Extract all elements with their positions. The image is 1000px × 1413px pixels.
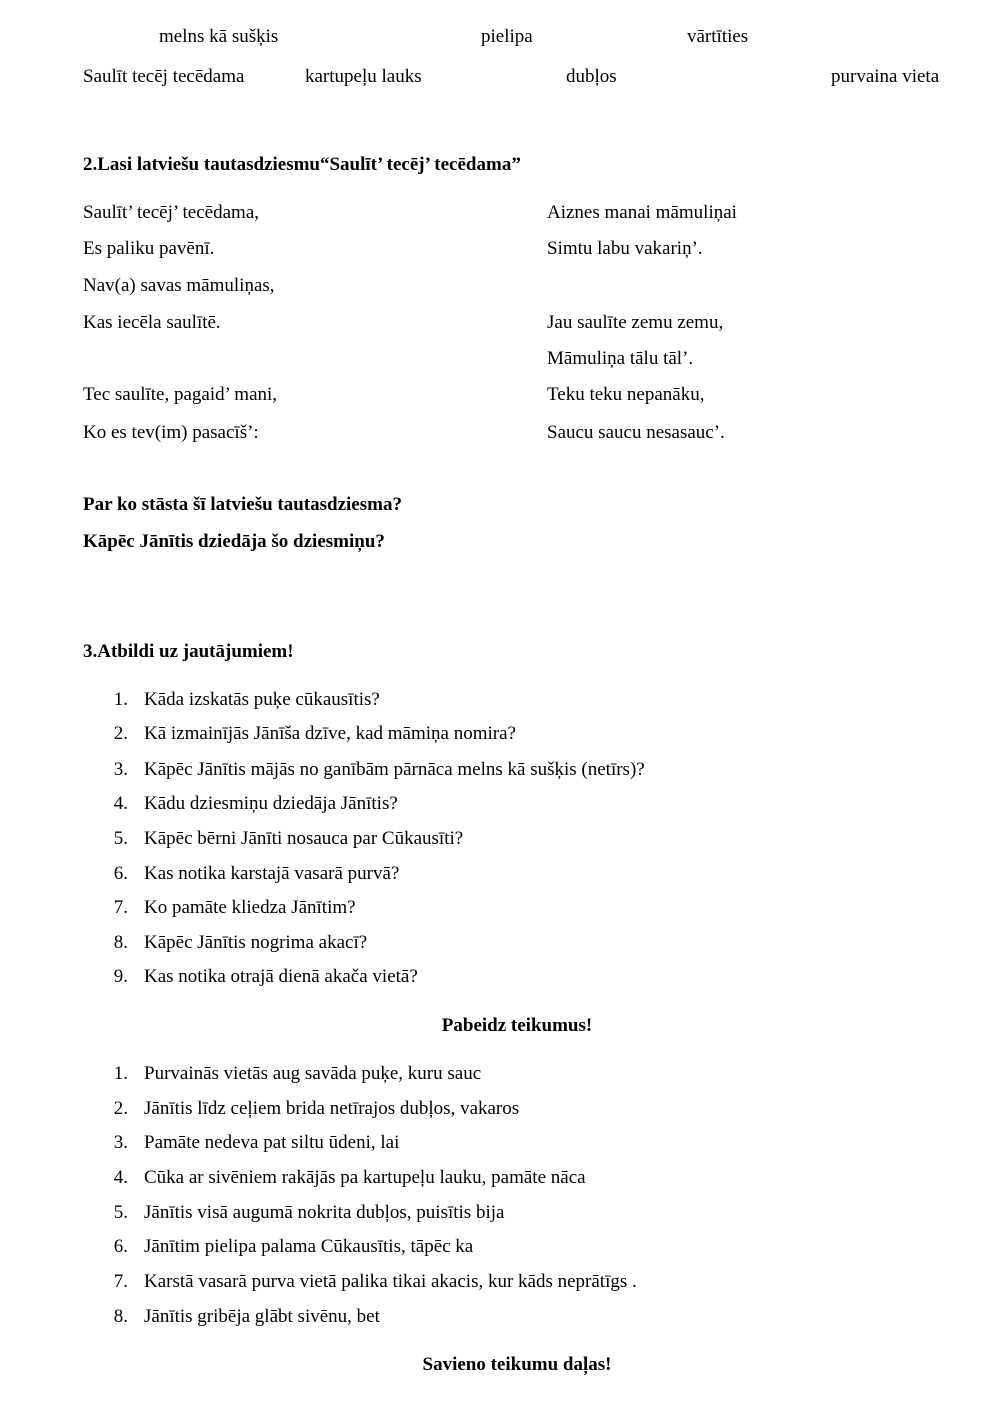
list-number: 8. — [113, 932, 128, 953]
poem-line: Nav(a) savas māmuliņas, — [83, 275, 275, 296]
list-number: 5. — [113, 1202, 128, 1223]
list-number: 6. — [113, 863, 128, 884]
poem-line: Aiznes manai māmuliņai — [547, 202, 737, 223]
list-number: 2. — [113, 723, 128, 744]
list-item: Jānītis līdz ceļiem brida netīrajos dubļos, vakaros — [144, 1098, 520, 1119]
section-4-heading: Pabeidz teikumus! — [441, 1015, 593, 1036]
list-item: Kādu dziesmiņu dziedāja Jānītis? — [144, 793, 398, 814]
list-number: 4. — [113, 793, 128, 814]
poem-line: Simtu labu vakariņ’. — [547, 238, 703, 259]
word-bank-item: Saulīt tecēj tecēdama — [83, 66, 245, 87]
list-number: 4. — [113, 1167, 128, 1188]
list-number: 7. — [113, 897, 128, 918]
word-bank-item: kartupeļu lauks — [305, 66, 422, 87]
word-bank-item: dubļos — [566, 66, 617, 87]
poem-question: Kāpēc Jānītis dziedāja šo dziesmiņu? — [83, 531, 385, 552]
list-item: Kas notika karstajā vasarā purvā? — [144, 863, 400, 884]
poem-line: Kas iecēla saulītē. — [83, 312, 221, 333]
list-item: Karstā vasarā purva vietā palika tikai akacis, kur kāds neprātīgs . — [144, 1271, 637, 1292]
list-number: 8. — [113, 1306, 128, 1327]
list-item: Jānītis gribēja glābt sivēnu, bet — [144, 1306, 380, 1327]
list-item: Kāpēc bērni Jānīti nosauca par Cūkausīti? — [144, 828, 464, 849]
poem-line: Māmuliņa tālu tāl’. — [547, 348, 694, 369]
list-item: Jānītis visā augumā nokrita dubļos, puisītis bija — [144, 1202, 505, 1223]
poem-question: Par ko stāsta šī latviešu tautasdziesma? — [83, 494, 402, 515]
list-item: Kas notika otrajā dienā akača vietā? — [144, 966, 418, 987]
list-number: 3. — [113, 759, 128, 780]
word-bank-item: purvaina vieta — [831, 66, 940, 87]
poem-line: Tec saulīte, pagaid’ mani, — [83, 384, 278, 405]
word-bank-item: vārtīties — [687, 26, 749, 47]
list-number: 3. — [113, 1132, 128, 1153]
list-item: Kā izmainījās Jānīša dzīve, kad māmiņa nomira? — [144, 723, 516, 744]
list-item: Kāpēc Jānītis nogrima akacī? — [144, 932, 368, 953]
list-item: Cūka ar sivēniem rakājās pa kartupeļu lauku, pamāte nāca — [144, 1167, 586, 1188]
list-item: Pamāte nedeva pat siltu ūdeni, lai — [144, 1132, 400, 1153]
list-item: Ko pamāte kliedza Jānītim? — [144, 897, 356, 918]
poem-line: Teku teku nepanāku, — [547, 384, 705, 405]
word-bank-item: melns kā sušķis — [159, 26, 279, 47]
poem-line: Es paliku pavēnī. — [83, 238, 215, 259]
list-number: 7. — [113, 1271, 128, 1292]
list-number: 9. — [113, 966, 128, 987]
list-number: 6. — [113, 1236, 128, 1257]
poem-line: Saucu saucu nesasauc’. — [547, 422, 725, 443]
section-3-heading: 3.Atbildi uz jautājumiem! — [83, 641, 294, 662]
list-number: 2. — [113, 1098, 128, 1119]
list-number: 1. — [113, 689, 128, 710]
word-bank-item: pielipa — [481, 26, 533, 47]
list-item: Jānītim pielipa palama Cūkausītis, tāpēc ka — [144, 1236, 474, 1257]
section-5-heading: Savieno teikumu daļas! — [422, 1354, 612, 1375]
poem-line: Saulīt’ tecēj’ tecēdama, — [83, 202, 260, 223]
poem-line: Jau saulīte zemu zemu, — [547, 312, 724, 333]
list-item: Purvainās vietās aug savāda puķe, kuru sauc — [144, 1063, 482, 1084]
list-item: Kāda izskatās puķe cūkausītis? — [144, 689, 380, 710]
section-2-heading: 2.Lasi latviešu tautasdziesmu“Saulīt’ tecēj’ tecēdama” — [83, 154, 521, 175]
list-item: Kāpēc Jānītis mājās no ganībām pārnāca melns kā sušķis (netīrs)? — [144, 759, 645, 780]
list-number: 5. — [113, 828, 128, 849]
list-number: 1. — [113, 1063, 128, 1084]
poem-line: Ko es tev(im) pasacīš’: — [83, 422, 259, 443]
